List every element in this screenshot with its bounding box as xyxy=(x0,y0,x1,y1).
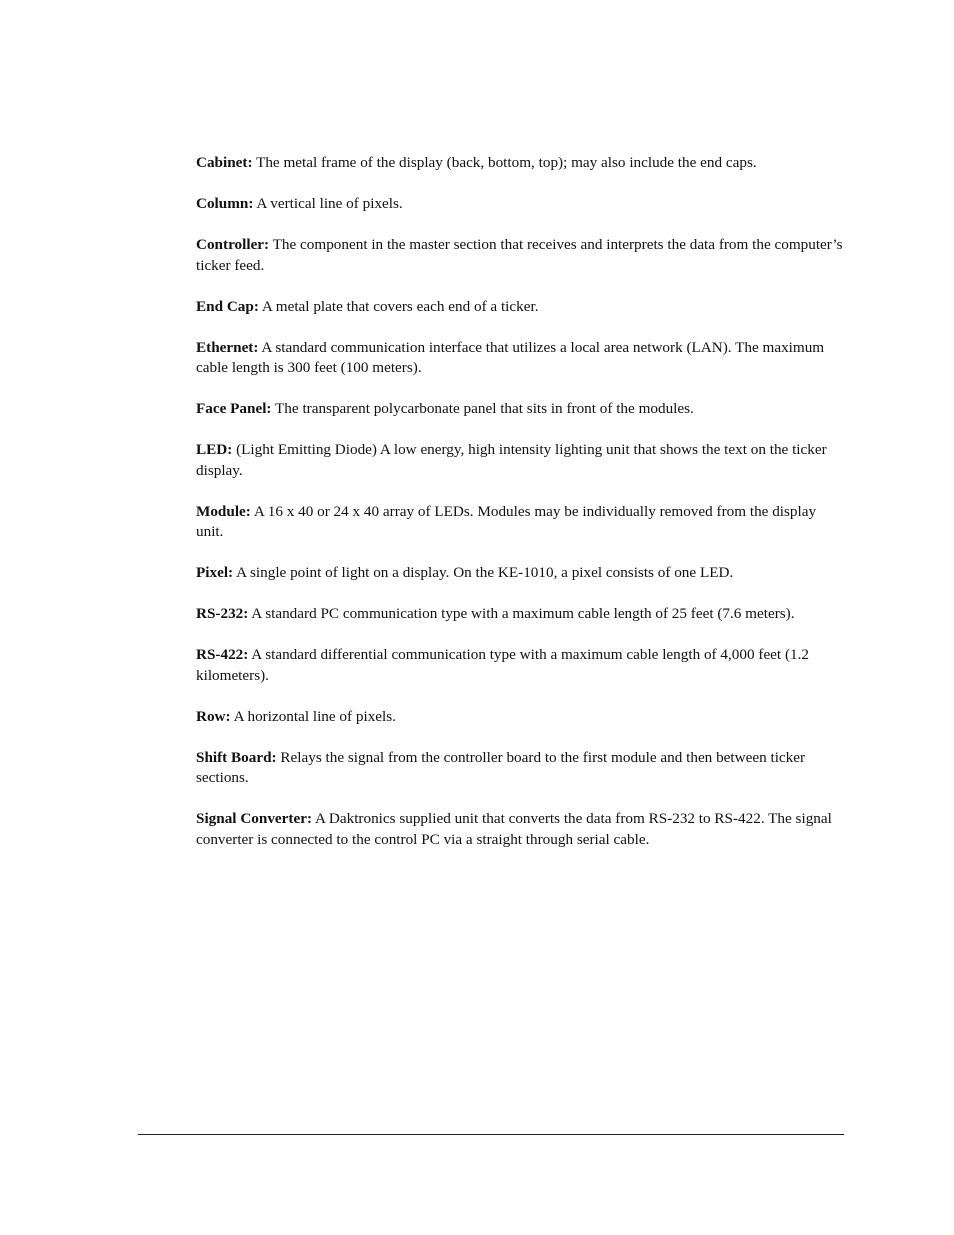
glossary-term: Signal Converter: xyxy=(196,810,312,827)
glossary-term: Pixel: xyxy=(196,564,234,581)
glossary-definition: A Daktronics supplied unit that converts the data from RS-232 to RS-422. The signal converter is connected to the control PC via a straight through serial cable. xyxy=(196,810,832,848)
glossary-definition: A standard PC communication type with a maximum cable length of 25 feet (7.6 meters). xyxy=(251,605,795,622)
glossary-entry-rs-422 xyxy=(196,645,846,686)
glossary-term: RS-422: xyxy=(196,646,249,663)
glossary-entry-ethernet xyxy=(196,338,846,379)
glossary-entry-pixel xyxy=(196,563,846,584)
glossary-entry-row xyxy=(196,707,846,728)
glossary-definition: A horizontal line of pixels. xyxy=(233,707,396,725)
glossary-term: Controller: xyxy=(196,236,270,253)
glossary-list xyxy=(196,153,846,871)
glossary-entry-cabinet xyxy=(196,153,846,174)
glossary-entry-controller xyxy=(196,235,846,276)
glossary-definition: A standard communication interface that utilizes a local area network (LAN). The maximum cable length is 300 feet (100 meters). xyxy=(196,338,825,376)
glossary-definition: The component in the master section that receives and interprets the data from the computer’s ticker feed. xyxy=(196,236,843,274)
glossary-term: LED: xyxy=(196,441,233,458)
glossary-definition: A single point of light on a display. On the KE-1010, a pixel consists of one LED. xyxy=(236,564,734,581)
glossary-definition: A vertical line of pixels. xyxy=(256,195,403,212)
glossary-entry-signal-converter xyxy=(196,809,846,850)
glossary-term: Module: xyxy=(196,502,251,520)
glossary-entry-shift-board xyxy=(196,748,846,789)
glossary-definition: Relays the signal from the controller board to the first module and then between ticker sections. xyxy=(196,748,806,786)
glossary-term: Row: xyxy=(196,707,231,725)
glossary-entry-module xyxy=(196,502,846,543)
glossary-entry-face-panel xyxy=(196,399,846,420)
footer-divider xyxy=(138,1134,844,1135)
glossary-definition: (Light Emitting Diode) A low energy, high intensity lighting unit that shows the text on the ticker display. xyxy=(196,441,827,479)
glossary-term: Shift Board: xyxy=(196,748,277,766)
glossary-entry-rs-232 xyxy=(196,604,846,625)
glossary-term: Face Panel: xyxy=(196,400,272,417)
glossary-term: Ethernet: xyxy=(196,338,259,356)
glossary-definition: The transparent polycarbonate panel that sits in front of the modules. xyxy=(275,400,694,417)
glossary-entry-column xyxy=(196,194,846,215)
glossary-definition: A standard differential communication type with a maximum cable length of 4,000 feet (1.2 kilometers). xyxy=(196,646,809,684)
glossary-entry-end-cap xyxy=(196,297,846,318)
glossary-term: RS-232: xyxy=(196,605,249,622)
glossary-entry-led xyxy=(196,440,846,481)
glossary-definition: The metal frame of the display (back, bottom, top); may also include the end caps. xyxy=(256,154,757,171)
glossary-term: End Cap: xyxy=(196,297,259,315)
glossary-definition: A 16 x 40 or 24 x 40 array of LEDs. Modules may be individually removed from the display unit. xyxy=(196,502,817,540)
glossary-definition: A metal plate that covers each end of a ticker. xyxy=(261,297,539,315)
glossary-term: Cabinet: xyxy=(196,154,253,171)
glossary-term: Column: xyxy=(196,195,254,212)
